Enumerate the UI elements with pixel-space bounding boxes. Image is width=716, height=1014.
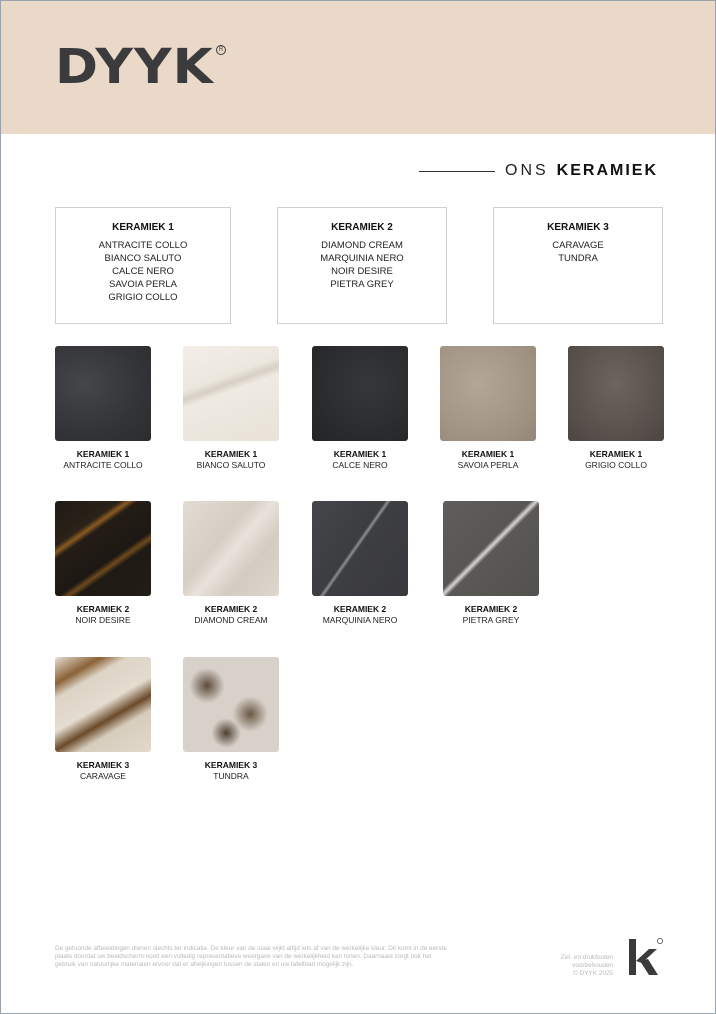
swatch-image [55,346,151,441]
group-item: TUNDRA [558,253,598,264]
section-title-light: ONS [505,162,549,179]
disclaimer-text: De getoonde afbeeldingen dienen slechts ter indicatie. De kleur van de staal wijkt altijd iets af van de werkelijke kleur. Dit komt in de eerste plaats doordat uw beeldscherm nooit een volledig representatieve weergave van de werkelijkheid kan tonen. Daarnaast zorgt ook het gebruik van natuurlijke materialen ervoor dat er afwijkingen tussen de stalen en uw tafelblad mogelijk zijn. [55,945,447,968]
swatch-image [568,346,664,441]
group-title: KERAMIEK 1 [112,222,174,233]
swatch-name: NOIR DESIRE [75,615,131,625]
swatch-caravage [55,657,151,782]
swatch-name: CARAVAGE [80,771,126,781]
swatch-name: DIAMOND CREAM [194,615,268,625]
rights-line: voorbehouden [572,961,613,969]
swatch-noir-desire [55,501,151,626]
swatch-calce-nero [312,346,408,471]
registered-mark-icon: R [216,45,226,55]
rights-line: Zet- en drukfouten [560,954,613,961]
group-title: KERAMIEK 2 [331,222,393,233]
group-title: KERAMIEK 3 [547,222,609,233]
swatch-group: KERAMIEK 2 [333,604,387,614]
group-box-keramiek-2 [277,207,447,324]
swatch-image [440,346,536,441]
swatch-image [312,501,408,596]
swatch-image [183,346,279,441]
swatch-group: KERAMIEK 3 [76,760,130,770]
group-box-keramiek-3 [493,207,663,324]
swatch-image [312,346,408,441]
swatch-name: SAVOIA PERLA [457,460,519,470]
swatch-group: KERAMIEK 3 [204,760,258,770]
rights-line: © DYYK 2025 [573,969,613,977]
swatch-diamond-cream [183,501,279,626]
group-box-keramiek-1 [55,207,231,324]
brand-logo [55,39,224,95]
swatch-image [55,657,151,752]
title-rule [419,171,495,172]
header-band [1,1,716,134]
swatch-group: KERAMIEK 2 [464,604,518,614]
swatch-name: ANTRACITE COLLO [63,460,143,470]
swatch-group: KERAMIEK 2 [204,604,258,614]
swatch-image [183,657,279,752]
swatch-grigio-collo [568,346,664,471]
swatch-image [55,501,151,596]
rights-text [541,954,613,977]
group-item: ANTRACITE COLLO [98,240,188,251]
swatch-name: CALCE NERO [332,460,388,470]
swatch-name: TUNDRA [213,771,249,781]
swatch-marquinia-nero [312,501,408,626]
section-title-bold: KERAMIEK [556,162,659,179]
swatch-group: KERAMIEK 1 [333,449,387,459]
swatch-name: GRIGIO COLLO [585,460,647,470]
group-item: GRIGIO COLLO [108,292,178,303]
k-logo-icon [627,937,663,977]
swatch-image [183,501,279,596]
swatch-name: BIANCO SALUTO [196,460,266,470]
group-item: CARAVAGE [552,240,604,251]
swatch-pietra-grey [443,501,539,626]
group-item: DIAMOND CREAM [321,240,403,251]
swatch-name: PIETRA GREY [462,615,520,625]
swatch-group: KERAMIEK 1 [589,449,643,459]
swatch-bianco-saluto [183,346,279,471]
brand-name: DYYK [55,39,214,95]
swatch-group: KERAMIEK 2 [76,604,130,614]
group-item: CALCE NERO [112,266,174,277]
group-item: BIANCO SALUTO [104,253,182,264]
swatch-group: KERAMIEK 1 [461,449,515,459]
swatch-antracite-collo [55,346,151,471]
section-title [419,160,663,182]
group-item: NOIR DESIRE [331,266,393,277]
group-item: PIETRA GREY [330,279,394,290]
group-item: MARQUINIA NERO [320,253,404,264]
swatch-group: KERAMIEK 1 [204,449,258,459]
swatch-image [443,501,539,596]
swatch-tundra [183,657,279,782]
group-item: SAVOIA PERLA [109,279,177,290]
swatch-name: MARQUINIA NERO [322,615,398,625]
swatch-savoia-perla [440,346,536,471]
swatch-group: KERAMIEK 1 [76,449,130,459]
